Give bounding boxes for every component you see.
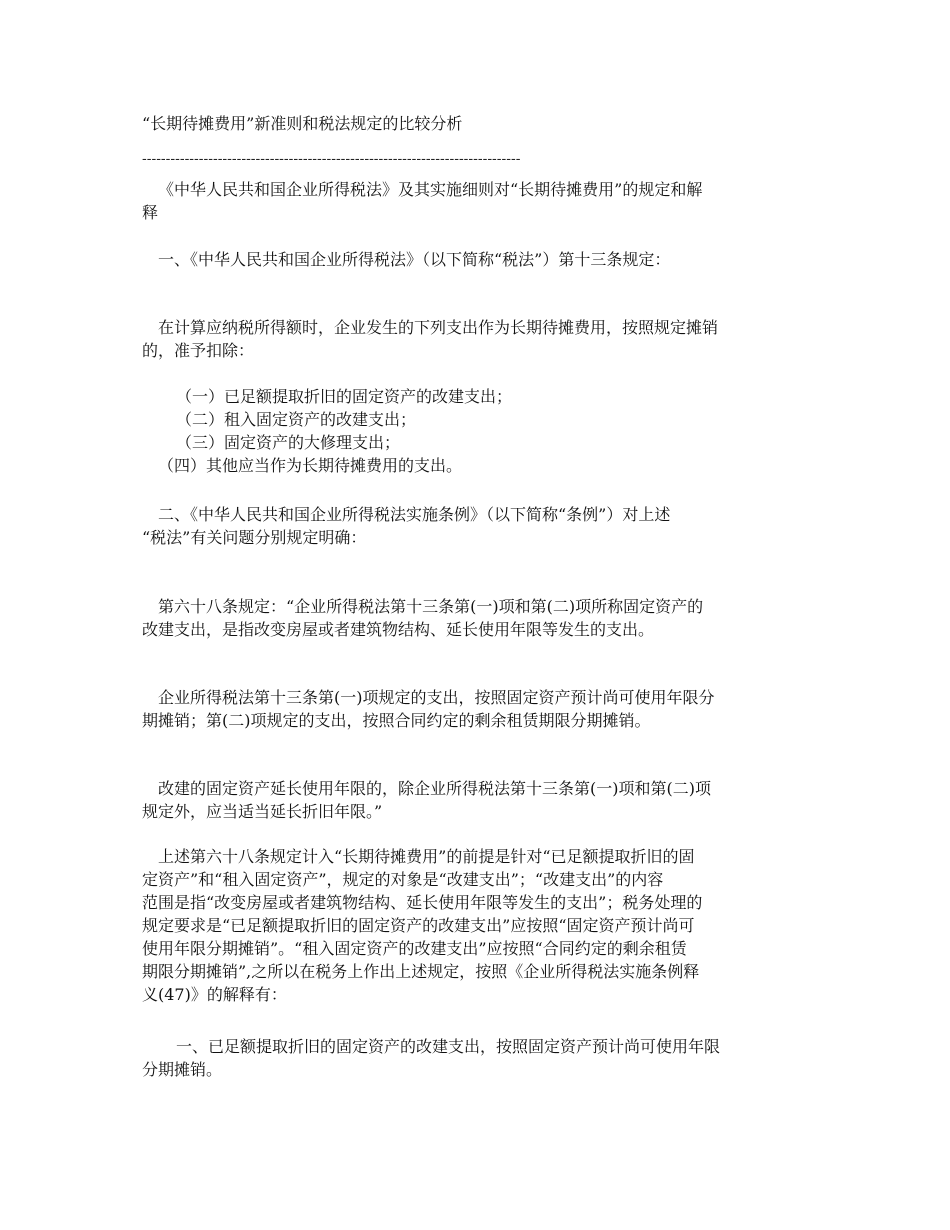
analysis-line-5: 使用年限分期摊销”。“租入固定资产的改建支出”应按照“合同约定的剩余租赁 [142, 939, 687, 958]
list-item: （四）其他应当作为长期待摊费用的支出。 [158, 456, 463, 475]
article68-paragraph [142, 595, 810, 641]
extension-paragraph [142, 777, 810, 823]
analysis-line-6: 期限分期摊销”,之所以在税务上作出上述规定，按照《企业所得税法实施条例释 [142, 962, 700, 981]
extension-line-1: 改建的固定资产延长使用年限的，除企业所得税法第十三条第(一)项和第(二)项 [158, 779, 711, 798]
article13-paragraph [142, 316, 810, 362]
intro-line-2: 释 [142, 203, 159, 222]
article68-line-1: 第六十八条规定：“企业所得税法第十三条第(一)项和第(二)项所称固定资产的 [158, 597, 704, 616]
list-item: （二）租入固定资产的改建支出； [176, 410, 417, 429]
point1-paragraph [142, 1035, 810, 1081]
analysis-line-1: 上述第六十八条规定计入“长期待摊费用”的前提是针对“已足额提取折旧的固 [158, 847, 695, 866]
section2-heading [142, 503, 810, 549]
analysis-line-7: 义(47)》的解释有： [142, 985, 287, 1004]
expense-items-list [142, 385, 810, 477]
article13-line-1: 在计算应纳税所得额时，企业发生的下列支出作为长期待摊费用，按照规定摊销 [158, 318, 719, 337]
extension-line-2: 规定外，应当适当延长折旧年限。” [142, 802, 383, 821]
section1-heading [142, 248, 810, 271]
intro-line-1: 《中华人民共和国企业所得税法》及其实施细则对“长期待摊费用”的规定和解 [158, 180, 703, 199]
list-item: （三）固定资产的大修理支出； [176, 433, 401, 452]
divider-line: -------------------------------------------------------------------------------- [142, 151, 521, 167]
intro-paragraph [142, 178, 810, 224]
amortization-paragraph [142, 686, 810, 732]
analysis-line-4: 规定要求是“已足额提取折旧的固定资产的改建支出”应按照“固定资产预计尚可 [142, 916, 695, 935]
point1-line-2: 分期摊销。 [142, 1060, 223, 1079]
article13-line-2: 的，准予扣除： [142, 341, 255, 360]
article68-line-2: 改建支出，是指改变房屋或者建筑物结构、延长使用年限等发生的支出。 [142, 620, 655, 639]
document-title: “长期待摊费用”新准则和税法规定的比较分析 [142, 114, 463, 133]
amortization-line-2: 期摊销；第(二)项规定的支出，按照合同约定的剩余租赁期限分期摊销。 [142, 711, 651, 730]
section2-heading-line-2: “税法”有关问题分别规定明确： [142, 528, 367, 547]
list-item: （一）已足额提取折旧的固定资产的改建支出； [176, 387, 513, 406]
section1-heading-line: 一、《中华人民共和国企业所得税法》（以下简称“税法”）第十三条规定： [158, 250, 671, 269]
analysis-line-2: 定资产”和“租入固定资产”，规定的对象是“改建支出”；“改建支出”的内容 [142, 870, 664, 889]
amortization-line-1: 企业所得税法第十三条第(一)项规定的支出，按照固定资产预计尚可使用年限分 [158, 688, 715, 707]
section2-heading-line-1: 二、《中华人民共和国企业所得税法实施条例》（以下简称“条例”）对上述 [158, 505, 671, 524]
analysis-paragraph [142, 845, 810, 1006]
point1-line-1: 一、已足额提取折旧的固定资产的改建支出，按照固定资产预计尚可使用年限 [176, 1037, 721, 1056]
analysis-line-3: 范围是指“改变房屋或者建筑物结构、延长使用年限等发生的支出”；税务处理的 [142, 893, 703, 912]
